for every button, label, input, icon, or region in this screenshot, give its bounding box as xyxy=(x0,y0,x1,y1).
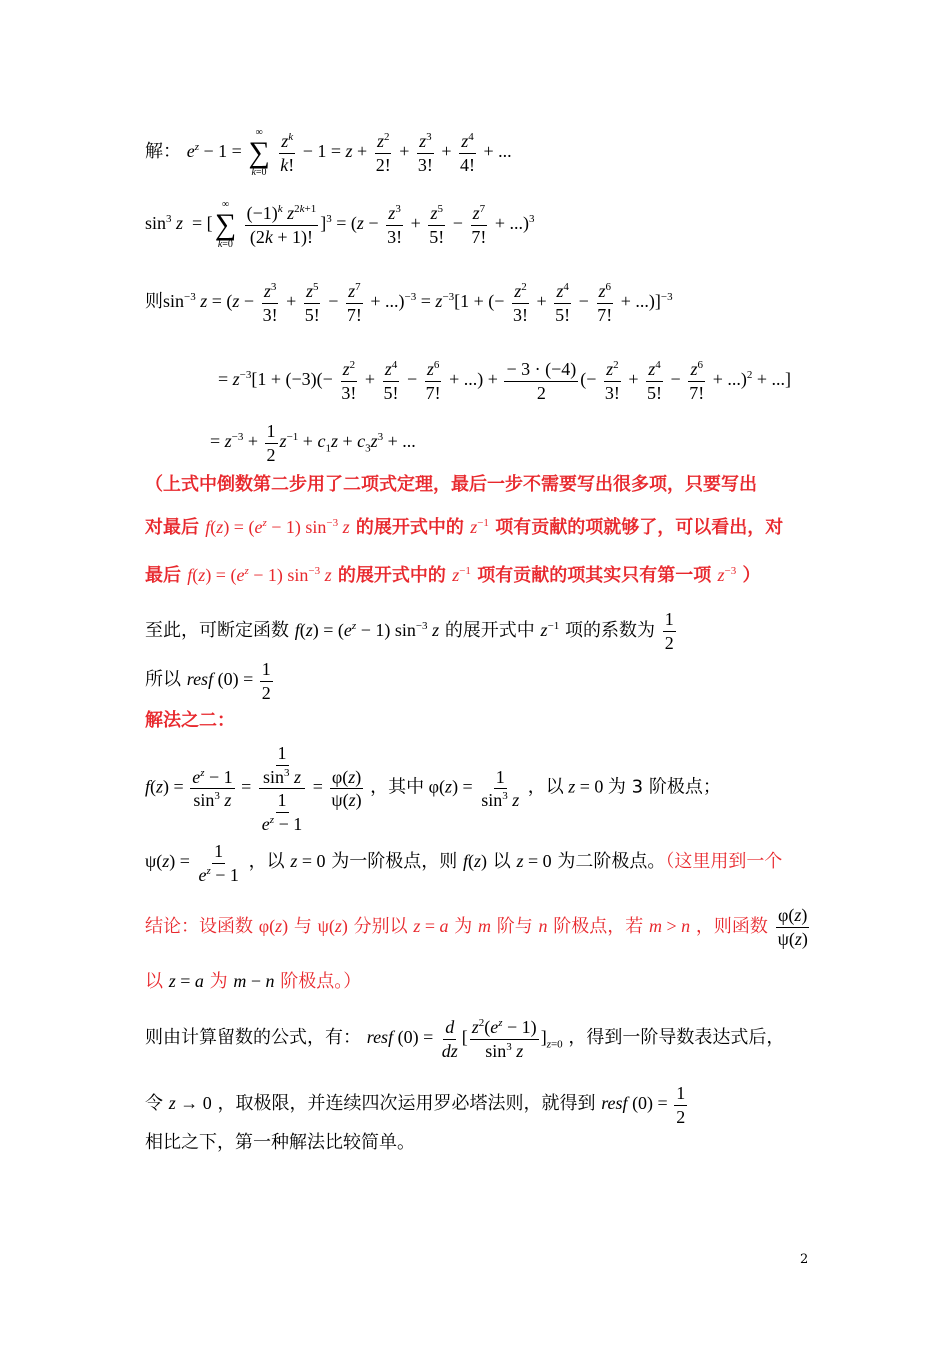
eq-result-series: = $z^{-3}$ + $\frac{1}{2}$ $z^{-1} + c_1z + c_3z^3$ + ... xyxy=(210,421,416,465)
note-text-1: （上式中倒数第二步用了二项式定理，最后一步不需要写出很多项，只要写出 xyxy=(145,474,757,495)
eq-exp-series: 解： $e^z - 1$ = ∞ ∑ k=0 $\frac{z^k}{k!}$ − 1 = z + $\frac{z^2}{2!}$ + $\frac{z^3}{3!}$ + $\frac{z^4}{4!}$ + ... xyxy=(145,127,512,178)
residue-formula: 则由计算留数的公式，有： resf (0) = $\frac{d}{dz}$ [ $\frac{z^2(e^z - 1)}{\sin^3 z}$ ]$_{z=0}$ ，得到一阶导数表达式后， xyxy=(145,1017,785,1061)
conclusion-rule-cont: 以 z = a 为 m − n 阶极点。） xyxy=(145,971,362,992)
conclusion-rule: 结论：设函数 φ(z) 与 ψ(z) 分别以 z = a 为 m 阶与 n 阶极点，若 m > n ，则函数 $\frac{\varphi(z)}{\psi(z)}$ xyxy=(145,905,808,949)
eq-method-two: f(z) = $\frac{e^z - 1}{\sin^3 z}$ = $\frac{\frac{1}{\sin^3 z}}{\frac{1}{e^z - 1}}$ = $\frac{\varphi(z)}{\psi(z)}$ ，其中 φ(z) = $\frac{1}{\sin^3 z}$ ，以 z = 0 为 3 阶极点； xyxy=(145,743,721,834)
limit-step: 令 z → 0 ，取极限，并连续四次运用罗必塔法则，就得到 resf (0) = $\frac{1}{2}$ xyxy=(145,1083,686,1127)
page-number: 2 xyxy=(800,1252,809,1267)
conclusion-coefficient: 至此，可断定函数 $f(z) = (e^z - 1)$ $\sin^{-3} z$ 的展开式中 $z^{-1}$ 项的系数为 $\frac{1}{2}$ xyxy=(145,609,674,653)
solution-label: 解： xyxy=(145,141,181,163)
eq-binomial-expansion: = $z^{-3}[1 + (-3)(-$ $\frac{z^2}{3!}$ + $\frac{z^4}{5!}$ − $\frac{z^6}{7!}$ + ...) + $\frac{- 3 \cdot (-4)}{2}$ (− $\frac{z^2}{3!}$ + $\frac{z^4}{5!}$ − $\frac{z^6}{7!}$ + ...)$^2$ + ...] xyxy=(218,359,792,403)
eq-sin-cubed: $\sin^3 z$ = [ ∞ ∑ k=0 $\frac{(-1)^k z^{2k+1}}{(2k + 1)!}$ ]$^3$ = (z − $\frac{z^3}{3!}$ + $\frac{z^5}{5!}$ − $\frac{z^7}{7!}$ + ...)$^3$ xyxy=(145,199,535,250)
note-line-2: 对最后 $f(z) = (e^z - 1)$ $\sin^{-3} z$ 的展开式中的 $z^{-1}$ 项有贡献的项就够了，可以看出，对 xyxy=(145,517,784,538)
method-two-heading: 解法之二： xyxy=(145,710,235,731)
note-binomial xyxy=(145,476,757,494)
note-line-3: 最后 $f(z) = (e^z - 1)$ $\sin^{-3} z$ 的展开式中的 $z^{-1}$ 项有贡献的项其实只有第一项 $z^{-3}$ ） xyxy=(145,565,761,586)
comparison-remark: 相比之下，第一种解法比较简单。 xyxy=(145,1132,415,1153)
eq-sin-inverse: 则$\sin^{-3} z = (z$ − $\frac{z^3}{3!}$ + $\frac{z^5}{5!}$ − $\frac{z^7}{7!}$ + $...)^{-3} = z^{-3}[1$ + (− $\frac{z^2}{3!}$ + $\frac{z^4}{5!}$ − $\frac{z^6}{7!}$ + ...)]$^{-3}$ xyxy=(145,281,673,325)
psi-definition: ψ(z) = $\frac{1}{e^z - 1}$ ，以 z = 0 为一阶极点，则 f(z) 以 z = 0 为二阶极点。（这里用到一个 xyxy=(145,841,783,885)
residue-result: 所以 resf (0) = $\frac{1}{2}$ xyxy=(145,659,271,703)
